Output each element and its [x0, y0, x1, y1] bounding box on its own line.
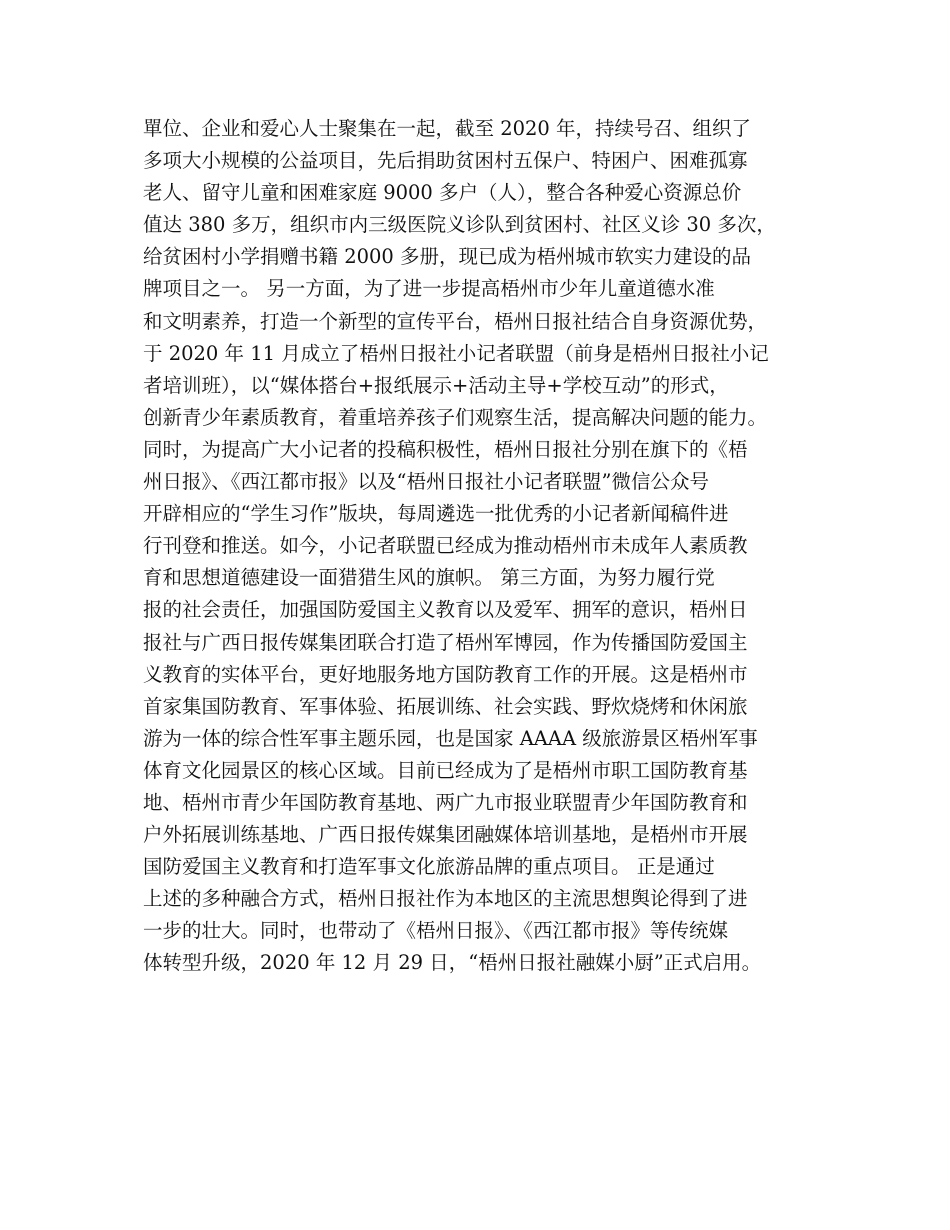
text-line: 值达 380 多万，组织市内三级医院义诊队到贫困村、社区义诊 30 多次， [143, 213, 776, 237]
text-line: 给贫困村小学捐赠书籍 2000 多册，现已成为梧州城市软实力建设的品 [143, 245, 752, 269]
text-line: 州日报》、《西江都市报》以及“梧州日报社小记者联盟”微信公众号 [143, 470, 709, 494]
text-line: 开辟相应的“学生习作”版块，每周遴选一批优秀的小记者新闻稿件进 [143, 502, 729, 526]
text-line: 地、梧州市青少年国防教育基地、两广九市报业联盟青少年国防教育和 [143, 790, 748, 814]
text-line: 首家集国防教育、军事体验、拓展训练、社会实践、野炊烧烤和休闲旅 [143, 694, 748, 718]
text-line: 行刊登和推送。如今，小记者联盟已经成为推动梧州市未成年人素质教 [143, 534, 748, 558]
text-line: 创新青少年素质教育，着重培养孩子们观察生活，提高解决问题的能力。 [143, 405, 768, 429]
text-line: 同时，为提高广大小记者的投稿积极性，梧州日报社分别在旗下的《梧 [143, 437, 748, 461]
text-line: 單位、企业和爱心人士聚集在一起，截至 2020 年，持续号召、组织了 [143, 117, 752, 140]
text-line: 一步的壮大。同时，也带动了《梧州日报》、《西江都市报》等传统媒 [143, 919, 729, 943]
text-line: 者培训班），以“媒体搭台+报纸展示+活动主导+学校互动”的形式， [143, 373, 729, 397]
text-line: 国防爱国主义教育和打造军事文化旅游品牌的重点项目。 正是通过 [143, 855, 715, 879]
text-line: 报的社会责任，加强国防爱国主义教育以及爱军、拥军的意识，梧州日 [143, 598, 748, 622]
text-line: 报社与广西日报传媒集团联合打造了梧州军博园，作为传播国防爱国主 [143, 630, 748, 654]
text-line: 老人、留守儿童和困难家庭 9000 多户（人），整合各种爱心资源总价 [143, 181, 742, 205]
text-line: 游为一体的综合性军事主题乐园，也是国家 AAAA 级旅游景区梧州军事 [143, 726, 758, 750]
text-line: 体育文化园景区的核心区域。目前已经成为了是梧州市职工国防教育基 [143, 758, 748, 782]
text-line: 义教育的实体平台，更好地服务地方国防教育工作的开展。这是梧州市 [143, 662, 748, 686]
text-line: 牌项目之一。 另一方面，为了进一步提高梧州市少年儿童道德水准 [143, 277, 715, 301]
text-line: 多项大小规模的公益项目，先后捐助贫困村五保户、特困户、困难孤寡 [143, 149, 748, 173]
body-text [143, 113, 823, 980]
text-line: 户外拓展训练基地、广西日报传媒集团融媒体培训基地，是梧州市开展 [143, 823, 748, 847]
text-line: 和文明素养，打造一个新型的宣传平台，梧州日报社结合自身资源优势， [143, 309, 768, 333]
text-line: 上述的多种融合方式，梧州日报社作为本地区的主流思想舆论得到了进 [143, 887, 748, 911]
text-line: 于 2020 年 11 月成立了梧州日报社小记者联盟（前身是梧州日报社小记 [143, 341, 769, 365]
text-line: 体转型升级，2020 年 12 月 29 日，“梧州日报社融媒小厨”正式启用。 [143, 951, 762, 975]
text-line: 育和思想道德建设一面猎猎生风的旗帜。 第三方面，为努力履行党 [143, 566, 715, 590]
